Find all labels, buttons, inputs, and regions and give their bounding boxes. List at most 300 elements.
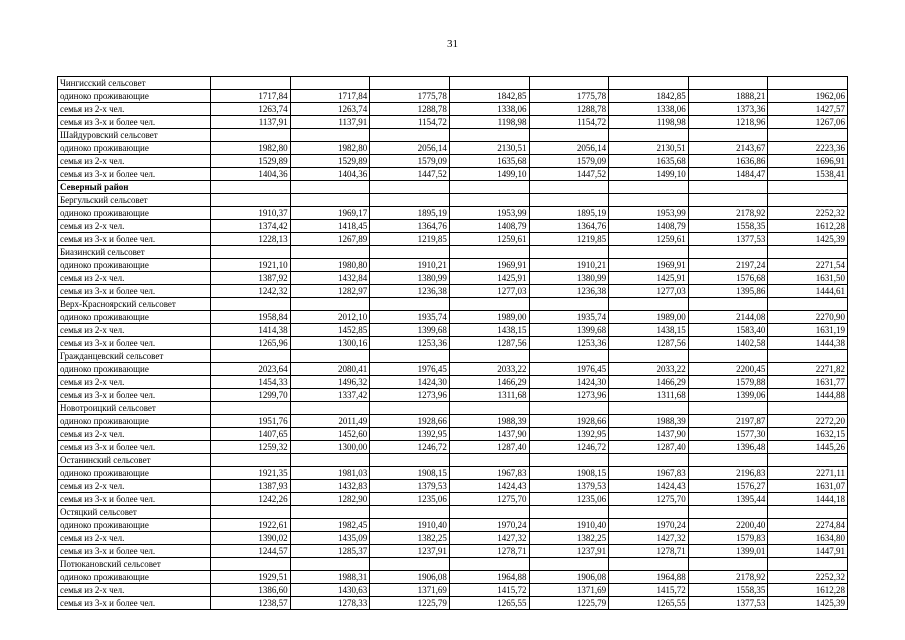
value-cell xyxy=(290,181,370,194)
value-cell: 2197,24 xyxy=(688,259,768,272)
value-cell: 2271,11 xyxy=(768,467,848,480)
value-cell: 1287,40 xyxy=(609,441,689,454)
value-cell: 1273,96 xyxy=(370,389,450,402)
value-cell: 1989,00 xyxy=(449,311,529,324)
value-cell: 1404,36 xyxy=(290,168,370,181)
value-cell xyxy=(609,350,689,363)
table-row xyxy=(58,363,848,376)
value-cell: 1371,69 xyxy=(529,584,609,597)
table-row xyxy=(58,480,848,493)
value-cell xyxy=(768,402,848,415)
value-cell: 1137,91 xyxy=(211,116,291,129)
row-label: одиноко проживающие xyxy=(58,142,211,155)
value-cell: 1976,45 xyxy=(370,363,450,376)
row-label: семья из 3-х и более чел. xyxy=(58,233,211,246)
value-cell xyxy=(529,194,609,207)
value-cell: 1576,68 xyxy=(688,272,768,285)
value-cell: 1399,68 xyxy=(529,324,609,337)
value-cell: 1237,91 xyxy=(370,545,450,558)
table-row xyxy=(58,597,848,610)
value-cell: 1338,06 xyxy=(449,103,529,116)
value-cell: 1579,09 xyxy=(529,155,609,168)
value-cell xyxy=(290,298,370,311)
value-cell: 1415,72 xyxy=(449,584,529,597)
value-cell: 1452,85 xyxy=(290,324,370,337)
table-row xyxy=(58,441,848,454)
value-cell: 1259,32 xyxy=(211,441,291,454)
value-cell: 2271,82 xyxy=(768,363,848,376)
value-cell xyxy=(449,77,529,90)
section-heading-row xyxy=(58,454,848,467)
value-cell: 1529,89 xyxy=(211,155,291,168)
value-cell: 1396,48 xyxy=(688,441,768,454)
value-cell: 1402,58 xyxy=(688,337,768,350)
value-cell xyxy=(449,298,529,311)
value-cell: 1273,96 xyxy=(529,389,609,402)
value-cell: 1435,09 xyxy=(290,532,370,545)
section-name: Бергульский сельсовет xyxy=(58,194,211,207)
value-cell: 1374,42 xyxy=(211,220,291,233)
value-cell: 1154,72 xyxy=(529,116,609,129)
value-cell: 1988,39 xyxy=(449,415,529,428)
row-label: семья из 2-х чел. xyxy=(58,103,211,116)
row-label: одиноко проживающие xyxy=(58,207,211,220)
value-cell: 1424,43 xyxy=(449,480,529,493)
value-cell: 1935,74 xyxy=(370,311,450,324)
value-cell: 1299,70 xyxy=(211,389,291,402)
row-label: одиноко проживающие xyxy=(58,571,211,584)
value-cell xyxy=(529,129,609,142)
table-row xyxy=(58,467,848,480)
value-cell: 1888,21 xyxy=(688,90,768,103)
value-cell xyxy=(370,558,450,571)
row-label: семья из 3-х и более чел. xyxy=(58,493,211,506)
table-row xyxy=(58,389,848,402)
value-cell: 1424,43 xyxy=(609,480,689,493)
value-cell: 1579,09 xyxy=(370,155,450,168)
table-row xyxy=(58,142,848,155)
value-cell xyxy=(529,402,609,415)
value-cell: 1438,15 xyxy=(609,324,689,337)
value-cell xyxy=(370,350,450,363)
value-cell xyxy=(688,298,768,311)
value-cell: 1970,24 xyxy=(449,519,529,532)
value-cell: 1277,03 xyxy=(609,285,689,298)
value-cell xyxy=(768,558,848,571)
value-cell xyxy=(609,454,689,467)
value-cell xyxy=(449,129,529,142)
table-row xyxy=(58,90,848,103)
value-cell: 1337,42 xyxy=(290,389,370,402)
value-cell: 1267,06 xyxy=(768,116,848,129)
value-cell: 1981,03 xyxy=(290,467,370,480)
value-cell xyxy=(211,506,291,519)
district-name: Северный район xyxy=(58,181,211,194)
value-cell: 1895,19 xyxy=(529,207,609,220)
value-cell: 1906,08 xyxy=(370,571,450,584)
value-cell xyxy=(211,298,291,311)
value-cell: 1496,32 xyxy=(290,376,370,389)
value-cell: 1404,36 xyxy=(211,168,291,181)
value-cell: 1380,99 xyxy=(529,272,609,285)
value-cell: 1970,24 xyxy=(609,519,689,532)
value-cell xyxy=(768,298,848,311)
table-row xyxy=(58,428,848,441)
value-cell: 1407,65 xyxy=(211,428,291,441)
value-cell: 1263,74 xyxy=(211,103,291,116)
value-cell: 1379,53 xyxy=(529,480,609,493)
value-cell: 1466,29 xyxy=(609,376,689,389)
table-row xyxy=(58,545,848,558)
value-cell: 1244,57 xyxy=(211,545,291,558)
value-cell: 1225,79 xyxy=(529,597,609,610)
value-cell: 1219,85 xyxy=(370,233,450,246)
value-cell xyxy=(290,402,370,415)
value-cell xyxy=(449,402,529,415)
section-heading-row xyxy=(58,246,848,259)
table-row xyxy=(58,259,848,272)
value-cell: 1275,70 xyxy=(609,493,689,506)
value-cell xyxy=(449,246,529,259)
row-label: одиноко проживающие xyxy=(58,415,211,428)
value-cell: 1288,78 xyxy=(529,103,609,116)
row-label: семья из 3-х и более чел. xyxy=(58,389,211,402)
value-cell: 1437,90 xyxy=(609,428,689,441)
value-cell: 1635,68 xyxy=(609,155,689,168)
value-cell: 1267,89 xyxy=(290,233,370,246)
value-cell: 1958,84 xyxy=(211,311,291,324)
value-cell: 2130,51 xyxy=(609,142,689,155)
value-cell xyxy=(768,129,848,142)
value-cell: 1427,57 xyxy=(768,103,848,116)
value-cell: 2200,40 xyxy=(688,519,768,532)
value-cell xyxy=(370,77,450,90)
value-cell: 1287,56 xyxy=(609,337,689,350)
value-cell: 1408,79 xyxy=(449,220,529,233)
rates-table xyxy=(57,76,848,610)
section-heading-row xyxy=(58,402,848,415)
row-label: одиноко проживающие xyxy=(58,467,211,480)
value-cell xyxy=(609,506,689,519)
value-cell: 1929,51 xyxy=(211,571,291,584)
value-cell xyxy=(609,129,689,142)
value-cell xyxy=(768,506,848,519)
table-row xyxy=(58,207,848,220)
value-cell: 1631,19 xyxy=(768,324,848,337)
value-cell: 1390,02 xyxy=(211,532,291,545)
value-cell xyxy=(609,181,689,194)
value-cell: 1447,52 xyxy=(370,168,450,181)
value-cell: 1910,40 xyxy=(370,519,450,532)
table-row xyxy=(58,584,848,597)
section-name: Чингисский сельсовет xyxy=(58,77,211,90)
value-cell: 1921,35 xyxy=(211,467,291,480)
value-cell: 1444,61 xyxy=(768,285,848,298)
value-cell: 2274,84 xyxy=(768,519,848,532)
value-cell xyxy=(768,246,848,259)
row-label: одиноко проживающие xyxy=(58,519,211,532)
value-cell: 2012,10 xyxy=(290,311,370,324)
value-cell xyxy=(768,454,848,467)
value-cell xyxy=(290,558,370,571)
value-cell xyxy=(370,129,450,142)
value-cell: 1484,47 xyxy=(688,168,768,181)
row-label: семья из 2-х чел. xyxy=(58,155,211,168)
value-cell: 1418,45 xyxy=(290,220,370,233)
value-cell: 2197,87 xyxy=(688,415,768,428)
value-cell: 1842,85 xyxy=(449,90,529,103)
value-cell: 1775,78 xyxy=(529,90,609,103)
value-cell: 1988,31 xyxy=(290,571,370,584)
value-cell: 1969,17 xyxy=(290,207,370,220)
value-cell: 1287,40 xyxy=(449,441,529,454)
value-cell: 1922,61 xyxy=(211,519,291,532)
value-cell: 1964,88 xyxy=(449,571,529,584)
value-cell xyxy=(609,194,689,207)
value-cell: 1444,18 xyxy=(768,493,848,506)
value-cell xyxy=(290,350,370,363)
value-cell: 1427,32 xyxy=(449,532,529,545)
section-heading-row xyxy=(58,129,848,142)
table-row xyxy=(58,103,848,116)
value-cell xyxy=(529,558,609,571)
value-cell xyxy=(688,506,768,519)
rates-table-body xyxy=(58,77,848,610)
value-cell: 1219,85 xyxy=(529,233,609,246)
value-cell: 1338,06 xyxy=(609,103,689,116)
value-cell: 2023,64 xyxy=(211,363,291,376)
value-cell: 1717,84 xyxy=(211,90,291,103)
value-cell xyxy=(211,194,291,207)
value-cell: 1242,32 xyxy=(211,285,291,298)
value-cell: 1430,63 xyxy=(290,584,370,597)
value-cell: 1237,91 xyxy=(529,545,609,558)
value-cell xyxy=(211,558,291,571)
row-label: одиноко проживающие xyxy=(58,90,211,103)
value-cell: 1425,39 xyxy=(768,597,848,610)
value-cell xyxy=(688,77,768,90)
value-cell xyxy=(290,77,370,90)
value-cell xyxy=(449,558,529,571)
value-cell: 1387,92 xyxy=(211,272,291,285)
value-cell xyxy=(290,246,370,259)
value-cell: 2200,45 xyxy=(688,363,768,376)
table-row xyxy=(58,233,848,246)
section-heading-row xyxy=(58,558,848,571)
value-cell: 1259,61 xyxy=(609,233,689,246)
value-cell xyxy=(211,350,291,363)
row-label: одиноко проживающие xyxy=(58,311,211,324)
value-cell: 1438,15 xyxy=(449,324,529,337)
table-row xyxy=(58,571,848,584)
row-label: семья из 2-х чел. xyxy=(58,220,211,233)
table-row xyxy=(58,532,848,545)
value-cell xyxy=(529,246,609,259)
row-label: семья из 2-х чел. xyxy=(58,584,211,597)
value-cell: 1371,69 xyxy=(370,584,450,597)
value-cell: 2196,83 xyxy=(688,467,768,480)
section-heading-row xyxy=(58,77,848,90)
value-cell: 1225,79 xyxy=(370,597,450,610)
value-cell: 1928,66 xyxy=(370,415,450,428)
table-row xyxy=(58,337,848,350)
value-cell: 1577,30 xyxy=(688,428,768,441)
value-cell xyxy=(688,454,768,467)
row-label: семья из 3-х и более чел. xyxy=(58,285,211,298)
value-cell: 1387,93 xyxy=(211,480,291,493)
value-cell: 2130,51 xyxy=(449,142,529,155)
value-cell xyxy=(370,506,450,519)
value-cell: 1311,68 xyxy=(449,389,529,402)
value-cell xyxy=(211,77,291,90)
value-cell: 1976,45 xyxy=(529,363,609,376)
value-cell: 1635,68 xyxy=(449,155,529,168)
value-cell xyxy=(688,558,768,571)
row-label: семья из 2-х чел. xyxy=(58,272,211,285)
value-cell: 1631,77 xyxy=(768,376,848,389)
value-cell: 1579,88 xyxy=(688,376,768,389)
value-cell xyxy=(768,350,848,363)
value-cell: 1382,25 xyxy=(529,532,609,545)
value-cell xyxy=(449,350,529,363)
value-cell: 1612,28 xyxy=(768,584,848,597)
value-cell: 2178,92 xyxy=(688,571,768,584)
value-cell xyxy=(370,298,450,311)
value-cell: 1447,52 xyxy=(529,168,609,181)
value-cell: 1288,78 xyxy=(370,103,450,116)
value-cell xyxy=(529,181,609,194)
value-cell: 1967,83 xyxy=(609,467,689,480)
section-name: Останинский сельсовет xyxy=(58,454,211,467)
value-cell: 1558,35 xyxy=(688,220,768,233)
value-cell: 1278,33 xyxy=(290,597,370,610)
value-cell: 1576,27 xyxy=(688,480,768,493)
value-cell: 1364,76 xyxy=(370,220,450,233)
table-row xyxy=(58,324,848,337)
value-cell: 1364,76 xyxy=(529,220,609,233)
value-cell: 1253,36 xyxy=(529,337,609,350)
value-cell: 1253,36 xyxy=(370,337,450,350)
section-heading-row xyxy=(58,506,848,519)
value-cell xyxy=(688,350,768,363)
value-cell: 1895,19 xyxy=(370,207,450,220)
section-name: Новотроицкий сельсовет xyxy=(58,402,211,415)
value-cell xyxy=(290,506,370,519)
value-cell: 1921,10 xyxy=(211,259,291,272)
value-cell: 2143,67 xyxy=(688,142,768,155)
value-cell: 1717,84 xyxy=(290,90,370,103)
value-cell: 2178,92 xyxy=(688,207,768,220)
value-cell: 1265,55 xyxy=(609,597,689,610)
value-cell xyxy=(768,194,848,207)
value-cell: 1452,60 xyxy=(290,428,370,441)
value-cell: 1908,15 xyxy=(529,467,609,480)
value-cell xyxy=(688,194,768,207)
value-cell xyxy=(609,246,689,259)
table-row xyxy=(58,285,848,298)
value-cell: 1969,91 xyxy=(609,259,689,272)
table-row xyxy=(58,116,848,129)
value-cell: 1263,74 xyxy=(290,103,370,116)
value-cell: 1408,79 xyxy=(609,220,689,233)
value-cell: 1980,80 xyxy=(290,259,370,272)
value-cell xyxy=(688,246,768,259)
row-label: семья из 3-х и более чел. xyxy=(58,545,211,558)
value-cell: 2056,14 xyxy=(529,142,609,155)
value-cell: 1377,53 xyxy=(688,597,768,610)
value-cell: 1935,74 xyxy=(529,311,609,324)
value-cell: 1988,39 xyxy=(609,415,689,428)
value-cell xyxy=(290,194,370,207)
value-cell: 2011,49 xyxy=(290,415,370,428)
value-cell: 1636,86 xyxy=(688,155,768,168)
value-cell: 1415,72 xyxy=(609,584,689,597)
value-cell xyxy=(211,129,291,142)
value-cell: 2271,54 xyxy=(768,259,848,272)
value-cell: 1910,40 xyxy=(529,519,609,532)
value-cell: 1454,33 xyxy=(211,376,291,389)
value-cell xyxy=(609,558,689,571)
table-row xyxy=(58,519,848,532)
table-row xyxy=(58,415,848,428)
section-name: Шайдуровский сельсовет xyxy=(58,129,211,142)
value-cell: 1424,30 xyxy=(529,376,609,389)
value-cell xyxy=(529,77,609,90)
value-cell: 1228,13 xyxy=(211,233,291,246)
value-cell: 2252,32 xyxy=(768,571,848,584)
value-cell xyxy=(370,181,450,194)
value-cell xyxy=(768,181,848,194)
value-cell: 1282,90 xyxy=(290,493,370,506)
row-label: семья из 2-х чел. xyxy=(58,428,211,441)
value-cell xyxy=(768,77,848,90)
value-cell: 1218,96 xyxy=(688,116,768,129)
value-cell: 1399,68 xyxy=(370,324,450,337)
value-cell: 1373,36 xyxy=(688,103,768,116)
section-name: Потюкановский сельсовет xyxy=(58,558,211,571)
value-cell xyxy=(449,194,529,207)
value-cell: 1583,40 xyxy=(688,324,768,337)
value-cell: 1278,71 xyxy=(609,545,689,558)
value-cell: 2144,08 xyxy=(688,311,768,324)
value-cell: 1928,66 xyxy=(529,415,609,428)
value-cell xyxy=(609,298,689,311)
value-cell: 1285,37 xyxy=(290,545,370,558)
value-cell: 1499,10 xyxy=(609,168,689,181)
value-cell: 1246,72 xyxy=(529,441,609,454)
section-name: Верх-Красноярский сельсовет xyxy=(58,298,211,311)
value-cell: 1579,83 xyxy=(688,532,768,545)
value-cell: 1908,15 xyxy=(370,467,450,480)
section-name: Биазинский сельсовет xyxy=(58,246,211,259)
value-cell xyxy=(290,454,370,467)
value-cell: 1238,57 xyxy=(211,597,291,610)
value-cell: 1427,32 xyxy=(609,532,689,545)
value-cell: 1953,99 xyxy=(609,207,689,220)
value-cell: 1242,26 xyxy=(211,493,291,506)
value-cell xyxy=(609,402,689,415)
value-cell: 2033,22 xyxy=(609,363,689,376)
value-cell xyxy=(290,129,370,142)
value-cell: 1964,88 xyxy=(609,571,689,584)
value-cell xyxy=(529,350,609,363)
value-cell xyxy=(211,181,291,194)
value-cell xyxy=(688,402,768,415)
value-cell xyxy=(211,402,291,415)
table-row xyxy=(58,376,848,389)
value-cell: 1969,91 xyxy=(449,259,529,272)
value-cell: 1447,91 xyxy=(768,545,848,558)
